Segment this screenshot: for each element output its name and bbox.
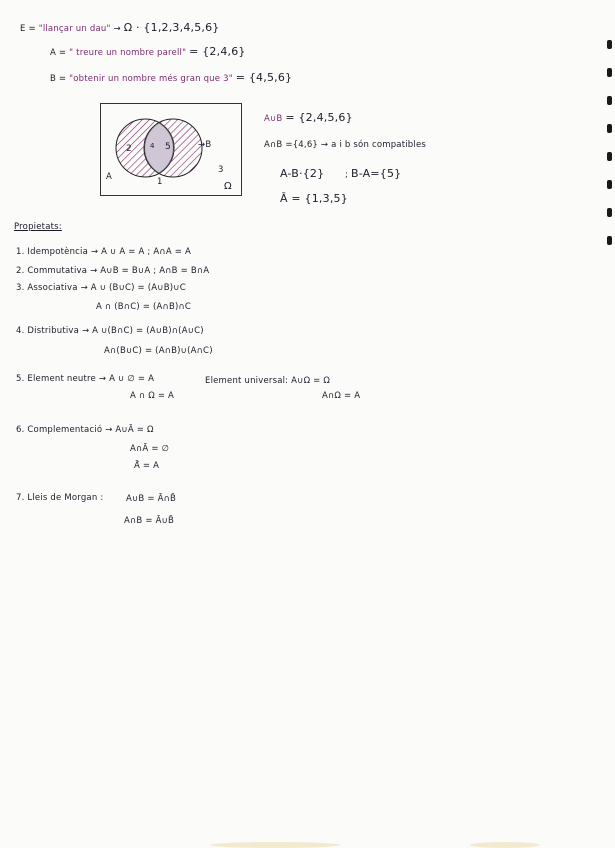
a-minus-b: A-B·{2}: [280, 167, 325, 180]
venn-label-a: A: [106, 172, 113, 182]
binder-hole: [607, 180, 612, 189]
venn-diagram-box: [100, 103, 242, 196]
property-morgan-union: A∪B = Ā∩B̄: [126, 494, 177, 504]
definition-b: B = "obtenir un nombre més gran que 3" = {4,5,6}: [50, 71, 293, 84]
venn-diagram: [101, 104, 241, 195]
venn-intersection: 4: [150, 142, 155, 150]
binder-hole: [607, 152, 612, 161]
property-universal-intersection: A∩Ω = A: [322, 391, 361, 401]
binder-hole: [607, 124, 612, 133]
venn-a-inner: 2: [126, 144, 132, 154]
binder-hole: [607, 208, 612, 217]
property-universal-union: Element universal: A∪Ω = Ω: [205, 376, 331, 386]
property-neutral-union: 5. Element neutre → A ∪ ∅ = A: [16, 374, 155, 384]
complement-a: Ā = {1,3,5}: [280, 192, 348, 205]
property-distributive-intersection: A∩(B∪C) = (A∩B)∪(A∩C): [104, 346, 213, 356]
property-idempotence: 1. Idempotència → A ∪ A = A ; A∩A = A: [16, 247, 191, 257]
property-associative-union: 3. Associativa → A ∪ (B∪C) = (A∪B)∪C: [16, 283, 186, 293]
binder-hole: [607, 96, 612, 105]
property-commutative: 2. Commutativa → A∪B = B∪A ; A∩B = B∩A: [16, 266, 210, 276]
definition-a: A = " treure un nombre parell" = {2,4,6}: [50, 45, 246, 58]
union-result: A∪B = {2,4,5,6}: [264, 111, 353, 124]
intersection-result: A∩B ={4,6} → a i b són compatibles: [264, 140, 427, 150]
venn-b-outer: 3: [218, 165, 224, 175]
property-complement-union: 6. Complementació → A∪Ā = Ω: [16, 425, 154, 435]
property-morgan-label: 7. Lleis de Morgan :: [16, 493, 104, 503]
definition-e: E = "llançar un dau" → Ω · {1,2,3,4,5,6}: [20, 21, 220, 34]
property-associative-intersection: A ∩ (B∩C) = (A∩B)∩C: [96, 302, 192, 312]
venn-b-inner: 5: [165, 142, 171, 152]
binder-hole: [607, 68, 612, 77]
venn-a-outer: 1: [157, 177, 163, 187]
b-minus-a: ; B-A={5}: [345, 167, 402, 180]
properties-title: Propietats:: [14, 222, 62, 232]
binder-hole: [607, 40, 612, 49]
property-complement-intersection: A∩Ā = ∅: [130, 444, 170, 454]
property-double-complement: Ā̄ = A: [134, 461, 160, 471]
paper-stain: [210, 842, 340, 848]
paper-stain: [470, 842, 540, 848]
binder-hole: [607, 236, 612, 245]
property-distributive-union: 4. Distributiva → A ∪(B∩C) = (A∪B)∩(A∪C): [16, 326, 204, 336]
universe-omega: Ω: [224, 181, 232, 192]
venn-label-b: →B: [198, 140, 212, 150]
property-morgan-intersection: A∩B = Ā∪B̄: [124, 516, 175, 526]
property-neutral-intersection: A ∩ Ω = A: [130, 391, 175, 401]
